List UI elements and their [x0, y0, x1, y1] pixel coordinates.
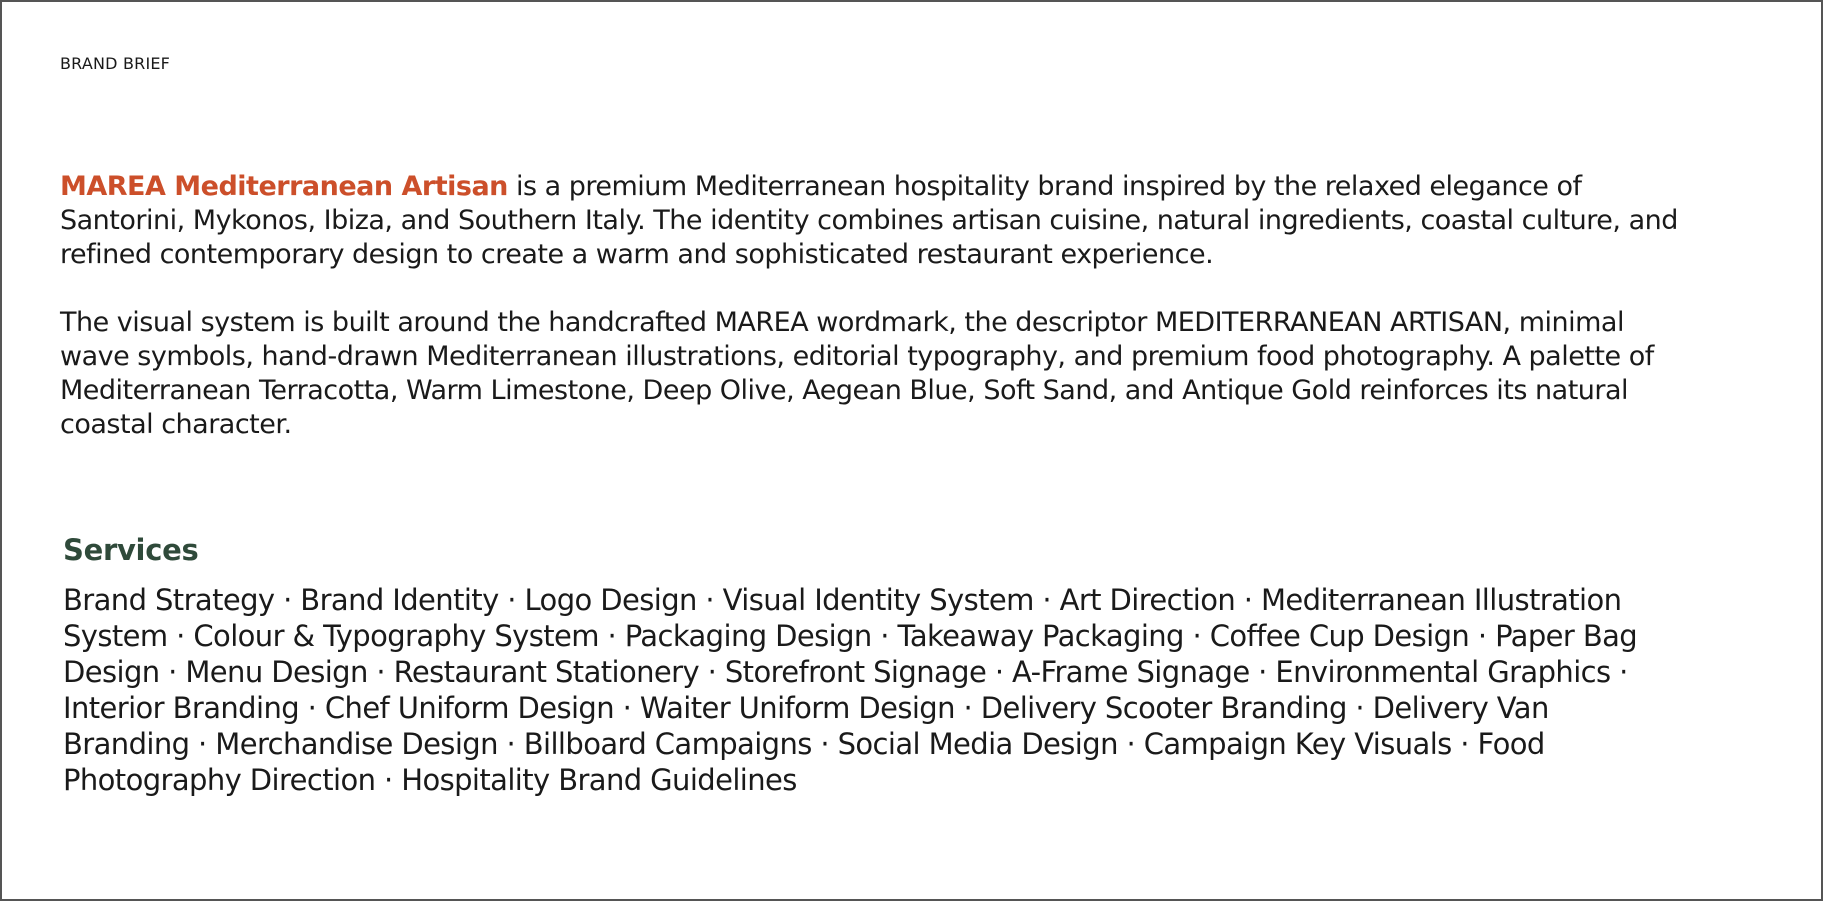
services-title: Services — [63, 533, 199, 567]
eyebrow-label: BRAND BRIEF — [60, 54, 171, 73]
intro-section — [60, 170, 1700, 476]
intro-paragraph-1 — [60, 170, 1700, 272]
intro-paragraph-2: The visual system is built around the handcrafted MAREA wordmark, the descriptor MEDITERRANEAN ARTISAN, minimal wave symbols, hand-drawn Mediterranean illustrations, editorial typography, and premium food photography. A palette of Mediterranean Terracotta, Warm Limestone, Deep Olive, Aegean Blue, Soft Sand, and Antique Gold reinforces its natural coastal character. — [60, 307, 1654, 440]
services-list: Brand Strategy · Brand Identity · Logo Design · Visual Identity System · Art Direction · Mediterranean Illustration System · Colour & Typography System · Packaging Design · Takeaway Packaging · Coffee Cup Design · Paper Bag Design · Menu Design · Restaurant Stationery · Storefront Signage · A-Frame Signage · Environmental Graphics · Interior Branding · Chef Uniform Design · Waiter Uniform Design · Delivery Scooter Branding · Delivery Van Branding · Merchandise Design · Billboard Campaigns · Social Media Design · Campaign Key Visuals · Food Photography Direction · Hospitality Brand Guidelines — [63, 583, 1638, 797]
intro-paragraph-1-text: is a premium Mediterranean hospitality brand inspired by the relaxed elegance of Santorini, Mykonos, Ibiza, and Southern Italy. The identity combines artisan cuisine, natural ingredients, coastal culture, and refined contemporary design to create a warm and sophisticated restaurant experience. — [60, 171, 1678, 270]
brand-name: MAREA Mediterranean Artisan — [60, 171, 508, 202]
services-section — [63, 532, 1683, 798]
